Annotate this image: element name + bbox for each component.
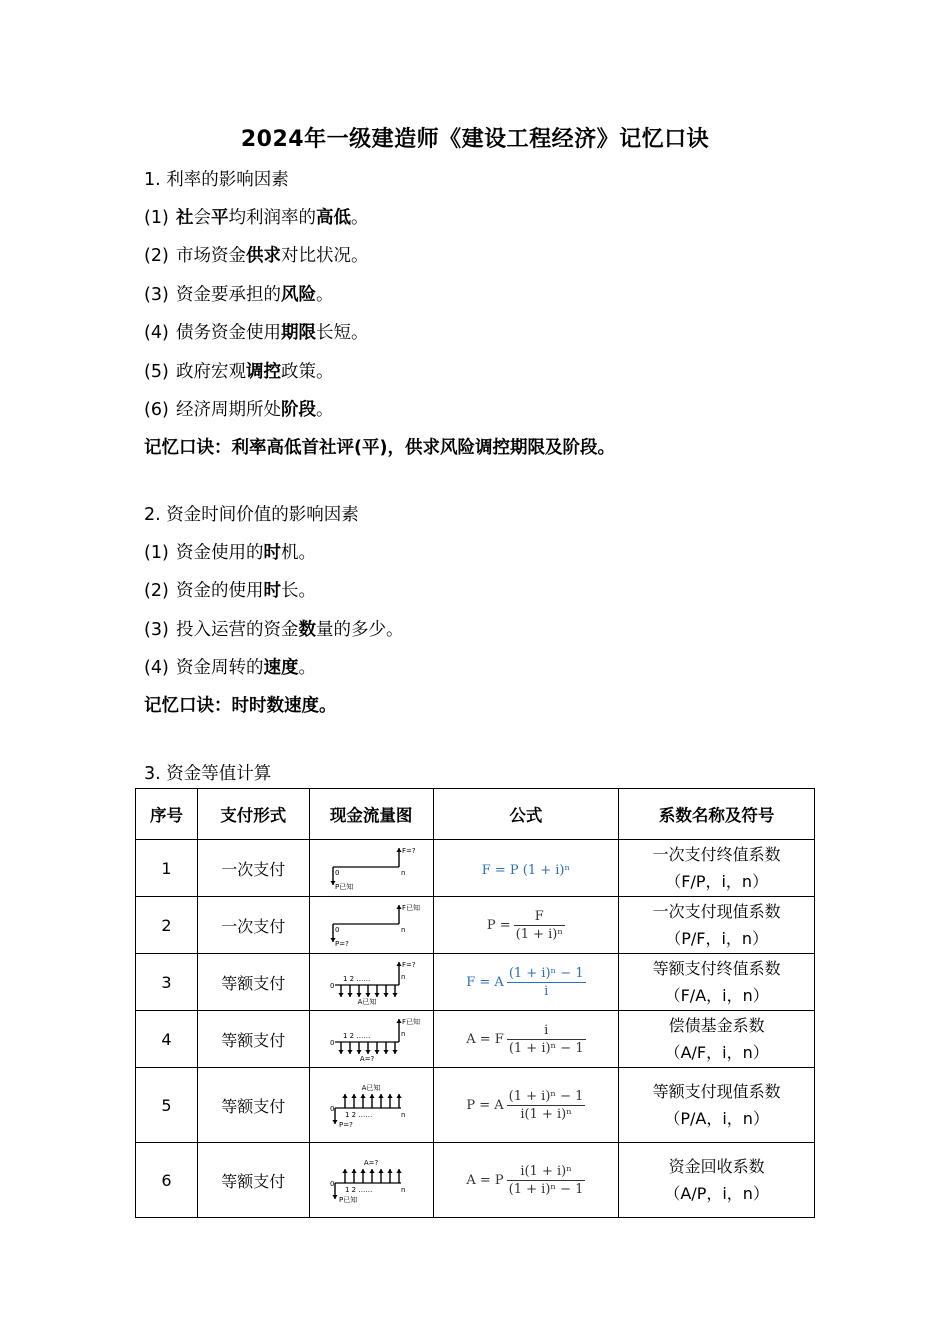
list-item-text: 政府宏观 — [176, 361, 246, 382]
coefficient-cell — [619, 897, 815, 954]
row-number: 3 — [136, 954, 198, 1011]
coefficient-cell — [619, 954, 815, 1011]
annuity-arrow-head — [360, 1169, 365, 1173]
formula-lhs: A = P — [466, 1172, 504, 1188]
formula-lhs: F = A — [466, 974, 504, 990]
period-n-label: n — [401, 1030, 406, 1038]
formula — [486, 908, 565, 942]
emphasis-text: 阶段 — [281, 400, 316, 420]
list-item-text: 。 — [316, 400, 334, 420]
list-item — [144, 360, 334, 384]
formula-fraction — [507, 1089, 586, 1122]
annuity-label: A已知 — [357, 998, 377, 1006]
annuity-arrow-head — [365, 993, 370, 997]
annuity-arrow-head — [392, 993, 397, 997]
period-zero-label: 0 — [330, 1180, 335, 1188]
coefficient-name: 偿债基金系数 — [668, 1016, 765, 1035]
emphasis-text: 期限 — [281, 323, 316, 344]
list-item-text: 机。 — [281, 543, 316, 563]
formula-fraction — [514, 909, 565, 942]
present-value-label: P已知 — [339, 1196, 358, 1204]
formula-numerator: F — [514, 909, 565, 926]
coefficient-name: 资金回收系数 — [668, 1157, 765, 1176]
annuity-arrow-head — [365, 1050, 370, 1054]
formula-cell — [433, 1143, 619, 1218]
formula-numerator: i(1 + i)ⁿ — [507, 1164, 586, 1181]
coefficient-cell — [619, 840, 815, 897]
list-item-number: (6) — [144, 400, 169, 420]
formula-numerator: (1 + i)ⁿ − 1 — [508, 965, 584, 981]
emphasis-text: 时 — [263, 581, 281, 602]
list-item-text: 市场资金 — [176, 246, 246, 267]
future-arrow-head — [396, 848, 401, 852]
coefficient-name: 一次支付终值系数 — [652, 845, 781, 864]
coefficient-name: 一次支付现值系数 — [652, 902, 781, 921]
annuity-arrow-head — [383, 1050, 388, 1054]
list-item-text: 经济周期所处 — [176, 400, 281, 420]
list-item-number: (5) — [144, 361, 169, 382]
period-n-label: n — [401, 869, 406, 877]
coefficient-name: 等额支付现值系数 — [652, 1082, 781, 1101]
list-item-text: 。 — [316, 284, 334, 305]
emphasis-text: 平 — [211, 208, 229, 228]
list-item-text: 资金周转的 — [176, 658, 264, 679]
list-item-text: 长短。 — [316, 323, 369, 344]
section-2-memo: 记忆口诀：时时数速度。 — [144, 696, 337, 716]
coefficient-symbol: （P/F，i，n） — [665, 929, 769, 948]
emphasis-text: 数 — [298, 619, 316, 640]
formula-lhs: P = A — [466, 1097, 504, 1113]
annuity-arrow-head — [369, 1094, 374, 1098]
annuity-label: A=? — [363, 1159, 379, 1167]
formula-lhs: P = — [486, 917, 511, 933]
header-type: 支付形式 — [197, 789, 309, 840]
page-title: 2024年一级建造师《建设工程经济》记忆口诀 — [240, 127, 710, 152]
future-value-label: F=? — [402, 847, 416, 855]
list-item-text: 会 — [193, 208, 211, 228]
formula — [466, 965, 585, 999]
payment-type: 等额支付 — [197, 1011, 309, 1068]
table-row — [136, 1143, 815, 1218]
annuity-arrow-head — [347, 1050, 352, 1054]
coefficient-symbol: （A/P，i，n） — [664, 1184, 769, 1203]
period-n-label: n — [401, 1186, 406, 1194]
table-row — [136, 840, 815, 897]
formula-lhs: A = F — [466, 1031, 504, 1047]
diagram-cell — [309, 840, 433, 897]
annuity-arrow-head — [338, 1050, 343, 1054]
list-item-text: 投入运营的资金 — [176, 619, 299, 640]
list-item-number: (1) — [144, 208, 169, 228]
formula-cell — [433, 1068, 619, 1143]
list-item-number: (2) — [144, 246, 169, 267]
table-header-row — [136, 789, 815, 840]
section-3-heading: 3. 资金等值计算 — [144, 764, 272, 784]
formula — [482, 863, 570, 878]
list-item-text: 资金使用的 — [176, 543, 264, 563]
table-row — [136, 954, 815, 1011]
future-value-label: F已知 — [402, 904, 421, 912]
diagram-cell — [309, 1068, 433, 1143]
formula-denominator: i — [544, 983, 549, 999]
formula-cell — [433, 840, 619, 897]
table-row — [136, 1011, 815, 1068]
payment-type: 一次支付 — [197, 897, 309, 954]
coefficient-cell — [619, 1143, 815, 1218]
annuity-arrow-head — [338, 993, 343, 997]
annuity-arrow-head — [383, 993, 388, 997]
formula-numerator: (1 + i)ⁿ − 1 — [508, 1088, 584, 1104]
annuity-arrow-head — [342, 1094, 347, 1098]
equivalence-table — [135, 788, 815, 1218]
annuity-arrow-head — [378, 1169, 383, 1173]
formula — [466, 1022, 585, 1056]
annuity-arrow-head — [374, 1050, 379, 1054]
emphasis-text: 调控 — [246, 361, 281, 382]
list-item — [144, 541, 316, 565]
annuity-arrow-head — [387, 1169, 392, 1173]
present-arrow-head — [332, 1195, 337, 1199]
coefficient-symbol: （A/F，i，n） — [664, 1043, 769, 1062]
list-item — [144, 206, 369, 230]
formula-denominator: (1 + i)ⁿ — [515, 926, 563, 942]
period-zero-label: 0 — [330, 1105, 335, 1113]
coefficient-cell — [619, 1011, 815, 1068]
annuity-arrow-head — [387, 1094, 392, 1098]
period-ticks-label: 1 2 …… — [343, 975, 371, 983]
list-item-number: (3) — [144, 284, 169, 305]
emphasis-text: 时 — [263, 543, 281, 563]
row-number: 2 — [136, 897, 198, 954]
annuity-label: A已知 — [361, 1084, 381, 1092]
formula-cell — [433, 954, 619, 1011]
list-item-number: (3) — [144, 619, 169, 640]
formula-denominator: i(1 + i)ⁿ — [520, 1106, 572, 1122]
list-item-text: 对比状况。 — [281, 246, 369, 267]
period-n-label: n — [401, 1111, 406, 1119]
period-zero-label: 0 — [335, 869, 340, 877]
future-value-label: F=? — [402, 961, 416, 969]
section-1-heading: 1. 利率的影响因素 — [144, 170, 289, 190]
list-item-number: (4) — [144, 323, 169, 344]
annuity-arrow-head — [356, 993, 361, 997]
annuity-arrow-head — [347, 993, 352, 997]
coefficient-symbol: （P/A，i，n） — [664, 1109, 769, 1128]
emphasis-text: 速度 — [263, 658, 299, 679]
list-item — [144, 656, 316, 680]
present-value-label: P=? — [335, 940, 349, 948]
formula-fraction — [507, 966, 586, 999]
list-item-text: 债务资金使用 — [176, 323, 281, 344]
emphasis-text: 社 — [176, 208, 194, 228]
present-arrow-head — [332, 1120, 337, 1124]
period-n-label: n — [401, 926, 406, 934]
list-item-text: 资金的使用 — [176, 581, 264, 602]
period-zero-label: 0 — [330, 1039, 335, 1047]
row-number: 5 — [136, 1068, 198, 1143]
period-ticks-label: 1 2 …… — [343, 1032, 371, 1040]
payment-type: 一次支付 — [197, 840, 309, 897]
list-item — [144, 321, 369, 345]
list-item-number: (4) — [144, 658, 169, 679]
annuity-arrow-head — [360, 1094, 365, 1098]
diagram-cell — [309, 1143, 433, 1218]
diagram-cell — [309, 954, 433, 1011]
list-item-text: 长。 — [281, 581, 316, 602]
header-coefficient: 系数名称及符号 — [619, 789, 815, 840]
payment-type: 等额支付 — [197, 1068, 309, 1143]
formula-lhs: F = P (1 + i)ⁿ — [481, 862, 571, 878]
annuity-arrow-head — [351, 1169, 356, 1173]
future-arrow-head — [396, 1019, 401, 1023]
header-no: 序号 — [136, 789, 198, 840]
formula-cell — [433, 1011, 619, 1068]
annuity-label: A=? — [359, 1055, 375, 1063]
annuity-arrow-head — [351, 1094, 356, 1098]
list-item-text: 。 — [298, 658, 316, 679]
list-item-text: 。 — [351, 208, 369, 228]
list-item — [144, 618, 404, 642]
cash-flow-diagram — [327, 959, 415, 1005]
coefficient-symbol: （F/P，i，n） — [665, 872, 769, 891]
header-formula: 公式 — [433, 789, 619, 840]
section-1-memo: 记忆口诀：利率高低首社评(平)，供求风险调控期限及阶段。 — [144, 438, 615, 458]
annuity-arrow-head — [396, 1169, 401, 1173]
cash-flow-diagram — [327, 1082, 415, 1128]
list-item-text: 资金要承担的 — [176, 284, 281, 305]
diagram-cell — [309, 1011, 433, 1068]
emphasis-text: 供求 — [246, 246, 281, 267]
formula-cell — [433, 897, 619, 954]
cash-flow-diagram — [327, 845, 415, 891]
list-item-number: (2) — [144, 581, 169, 602]
annuity-arrow-head — [378, 1094, 383, 1098]
period-n-label: n — [401, 973, 406, 981]
formula-numerator: i — [507, 1023, 586, 1040]
coefficient-symbol: （F/A，i，n） — [664, 986, 769, 1005]
formula-fraction — [507, 1164, 586, 1197]
formula-denominator: (1 + i)ⁿ − 1 — [508, 1181, 584, 1197]
annuity-arrow-head — [392, 1050, 397, 1054]
list-item — [144, 283, 334, 307]
table-row — [136, 897, 815, 954]
period-zero-label: 0 — [335, 926, 340, 934]
row-number: 4 — [136, 1011, 198, 1068]
list-item-text: 均利润率的 — [228, 208, 316, 228]
cash-flow-diagram — [327, 1157, 415, 1203]
period-ticks-label: 1 2 …… — [345, 1186, 373, 1194]
future-arrow-head — [396, 962, 401, 966]
period-zero-label: 0 — [330, 982, 335, 990]
formula-denominator: (1 + i)ⁿ − 1 — [508, 1040, 584, 1056]
coefficient-name: 等额支付终值系数 — [652, 959, 781, 978]
list-item — [144, 579, 316, 603]
cash-flow-diagram — [327, 902, 421, 948]
list-item — [144, 398, 334, 422]
emphasis-text: 高低 — [316, 208, 351, 228]
header-diagram: 现金流量图 — [309, 789, 433, 840]
formula — [466, 1088, 585, 1122]
list-item-text: 量的多少。 — [316, 619, 404, 640]
payment-type: 等额支付 — [197, 1143, 309, 1218]
list-item-number: (1) — [144, 543, 169, 563]
row-number: 1 — [136, 840, 198, 897]
present-value-label: P=? — [339, 1121, 353, 1129]
row-number: 6 — [136, 1143, 198, 1218]
annuity-arrow-head — [374, 993, 379, 997]
period-ticks-label: 1 2 …… — [345, 1111, 373, 1119]
annuity-arrow-head — [342, 1169, 347, 1173]
list-item — [144, 244, 369, 268]
annuity-arrow-head — [396, 1094, 401, 1098]
emphasis-text: 风险 — [281, 284, 316, 305]
formula — [466, 1163, 585, 1197]
diagram-cell — [309, 897, 433, 954]
section-2-heading: 2. 资金时间价值的影响因素 — [144, 505, 359, 525]
present-value-label: P已知 — [335, 883, 354, 891]
formula-fraction — [507, 1023, 586, 1056]
annuity-arrow-head — [369, 1169, 374, 1173]
payment-type: 等额支付 — [197, 954, 309, 1011]
annuity-arrow-head — [356, 1050, 361, 1054]
coefficient-cell — [619, 1068, 815, 1143]
cash-flow-diagram — [327, 1016, 421, 1063]
future-arrow-head — [396, 905, 401, 909]
future-value-label: F已知 — [402, 1018, 421, 1026]
list-item-text: 政策。 — [281, 361, 334, 382]
table-row — [136, 1068, 815, 1143]
